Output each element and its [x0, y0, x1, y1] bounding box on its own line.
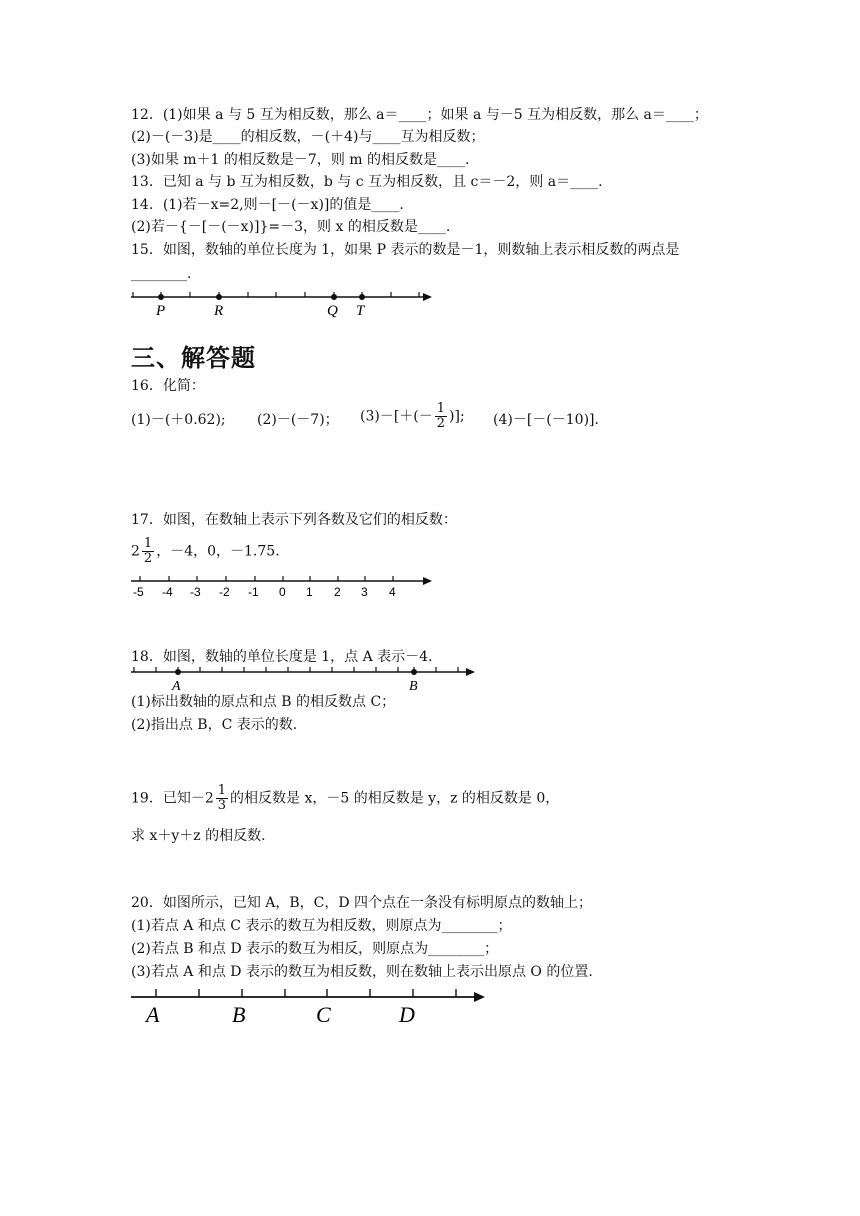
label-b: B [232, 1002, 246, 1027]
label-q: Q [327, 303, 338, 319]
q12-line-2: (2)－(－3)是____的相反数，－(＋4)与____互为相反数； [131, 129, 485, 145]
q17-title: 17．如图，在数轴上表示下列各数及它们的相反数： [131, 512, 457, 528]
tick-label: 1 [306, 585, 313, 599]
label-b: B [409, 679, 418, 694]
q20-line-3: (2)若点 B 和点 D 表示的数互为相反，则原点为________； [131, 941, 499, 957]
point-p [158, 294, 164, 300]
q17-rest: ，－4，0，－1.75. [156, 543, 280, 560]
label-c: C [316, 1002, 331, 1027]
q13-line: 13．已知 a 与 b 互为相反数，b 与 c 互为相反数，且 c＝－2，则 a＝____. [131, 174, 603, 190]
q19-post: 的相反数是 x，－5 的相反数是 y，z 的相反数是 0， [230, 790, 560, 807]
tick-label: -2 [219, 585, 230, 599]
point-r [216, 294, 222, 300]
point-a [175, 669, 181, 675]
point-t [359, 294, 365, 300]
q16-part-1: (1)－(＋0.62); [131, 412, 226, 428]
q15-line-1: 15．如图，数轴的单位长度为 1，如果 P 表示的数是－1，则数轴上表示相反数的两点是 [131, 242, 680, 258]
q18-line-1: (1)标出数轴的原点和点 B 的相反数点 C； [131, 694, 396, 710]
point-q [331, 294, 337, 300]
tick-label: -5 [133, 585, 144, 599]
q20-line-1: 20．如图所示，已知 A，B，C，D 四个点在一条没有标明原点的数轴上； [131, 895, 593, 911]
tick-label: 3 [361, 585, 368, 599]
q19-pre: 19．已知－2 [131, 790, 214, 807]
q16-part-3-post: )]; [449, 408, 465, 425]
q15-line-2: ________. [131, 266, 192, 282]
q16-part-3-pre: (3)－[＋(－ [360, 408, 433, 425]
q17-numbers [131, 537, 280, 566]
q20-number-line [131, 989, 485, 1027]
fraction: $\frac{1}{2}$ [436, 401, 446, 431]
mixed-whole: 2 [131, 543, 140, 560]
q12-line-1: 12．(1)如果 a 与 5 互为相反数，那么 a＝____；如果 a 与－5 互为相反数，那么 a＝____； [131, 107, 708, 123]
label-p: P [156, 303, 166, 319]
q18-line-2: (2)指出点 B，C 表示的数. [131, 717, 298, 733]
tick-label: 4 [389, 585, 396, 599]
q15-number-line [131, 292, 432, 319]
q16-part-2: (2)－(－7)； [257, 412, 339, 428]
q14-line-1: 14．(1)若－x=2,则－[－(－x)]的值是____. [131, 197, 404, 213]
section-heading: 三、解答题 [131, 344, 256, 372]
tick-label: 0 [279, 585, 286, 599]
q20-line-2: (1)若点 A 和点 C 表示的数互为相反数，则原点为________； [131, 918, 512, 934]
q19-line-1 [131, 784, 559, 813]
fraction: $\frac{1}{3}$ [217, 783, 227, 813]
q16-part-4: (4)－[－(－10)]. [493, 412, 599, 428]
fraction: $\frac{1}{2}$ [143, 536, 153, 566]
q14-line-2: (2)若－{－[－(－x)]}=－3，则 x 的相反数是____. [131, 219, 451, 235]
q12-line-3: (3)如果 m＋1 的相反数是－7，则 m 的相反数是____. [131, 152, 470, 168]
q19-line-2: 求 x＋y＋z 的相反数. [131, 828, 266, 844]
q16-part-3 [360, 402, 465, 431]
label-a: A [146, 1002, 160, 1027]
q20-line-4: (3)若点 A 和点 D 表示的数互为相反数，则在数轴上表示出原点 O 的位置. [131, 964, 593, 980]
label-r: R [214, 303, 224, 319]
tick-label: 2 [334, 585, 341, 599]
tick-label: -1 [248, 585, 259, 599]
q18-number-line [131, 667, 475, 694]
point-b [411, 669, 417, 675]
label-t: T [356, 303, 365, 319]
q18-title: 18．如图，数轴的单位长度是 1，点 A 表示－4. [131, 649, 433, 665]
q17-number-line [131, 576, 432, 599]
label-d: D [399, 1002, 415, 1027]
label-a: A [172, 679, 181, 694]
tick-label: -3 [190, 585, 201, 599]
q16-title: 16．化简： [131, 378, 205, 394]
tick-label: -4 [162, 585, 173, 599]
q16-parts [131, 402, 631, 442]
